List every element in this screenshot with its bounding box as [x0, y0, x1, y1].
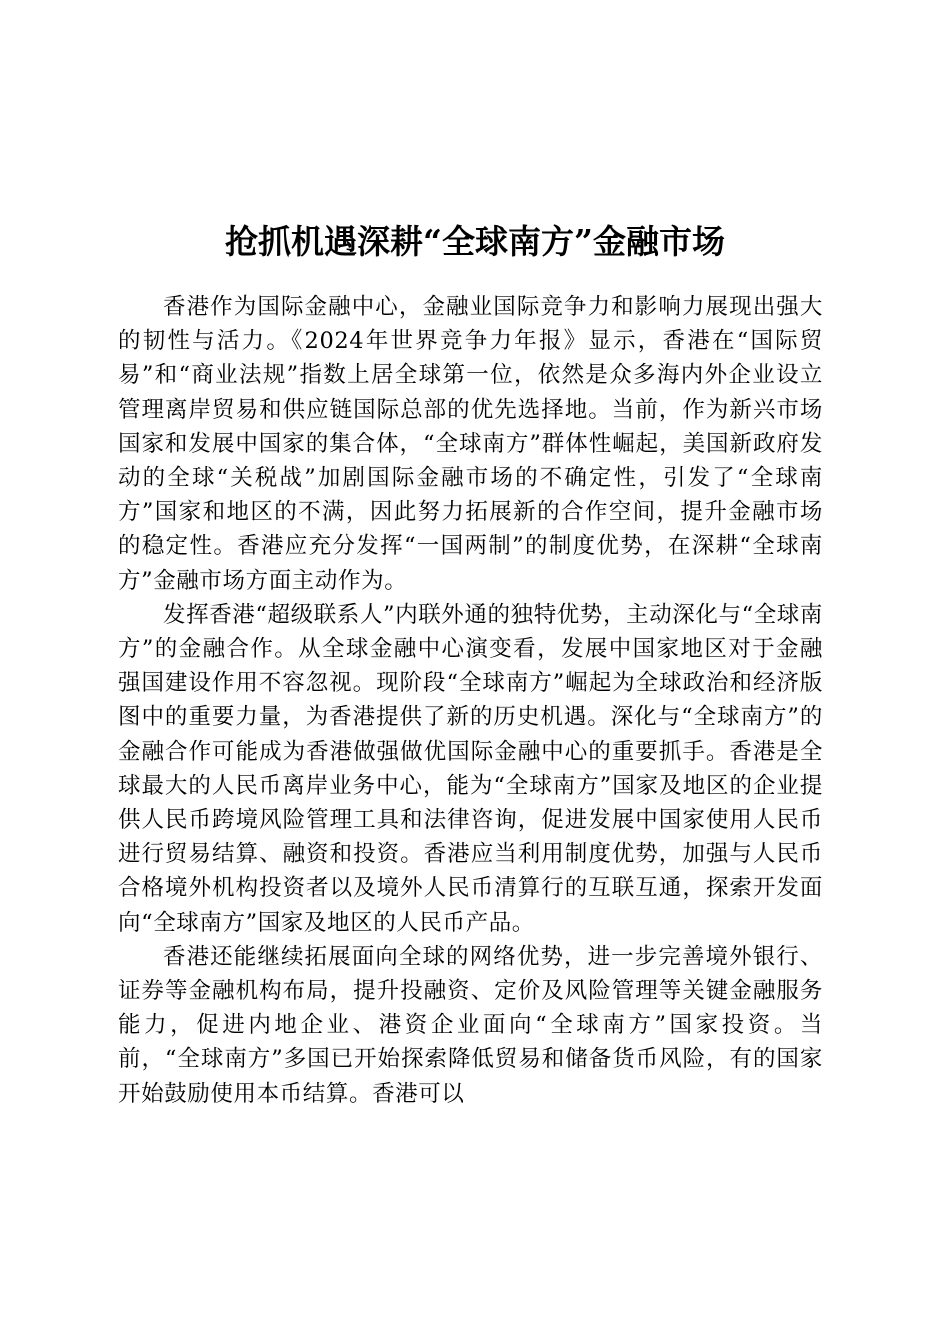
paragraph-2: 发挥香港“超级联系人”内联外通的独特优势，主动深化与“全球南方”的金融合作。从全球金融中心演变看，发展中国家地区对于金融强国建设作用不容忽视。现阶段“全球南方”崛起为全球政治和经济版图中的重要力量，为香港提供了新的历史机遇。深化与“全球南方”的金融合作可能成为香港做强做优国际金融中心的重要抓手。香港是全球最大的人民币离岸业务中心，能为“全球南方”国家及地区的企业提供人民币跨境风险管理工具和法律咨询，促进发展中国家使用人民币进行贸易结算、融资和投资。香港应当利用制度优势，加强与人民币合格境外机构投资者以及境外人民币清算行的互联互通，探索开发面向“全球南方”国家及地区的人民币产品。 [118, 601, 824, 936]
article-title: 抢抓机遇深耕“全球南方”金融市场 [225, 222, 725, 262]
paragraph-1: 香港作为国际金融中心，金融业国际竞争力和影响力展现出强大的韧性与活力。《2024年世界竞争力年报》显示，香港在“国际贸易”和“商业法规”指数上居全球第一位，依然是众多海内外企业设立管理离岸贸易和供应链国际总部的优先选择地。当前，作为新兴市场国家和发展中国家的集合体，“全球南方”群体性崛起，美国新政府发动的全球“关税战”加剧国际金融市场的不确定性，引发了“全球南方”国家和地区的不满，因此努力拓展新的合作空间，提升金融市场的稳定性。香港应充分发挥“一国两制”的制度优势，在深耕“全球南方”金融市场方面主动作为。 [118, 294, 823, 594]
paragraph-3: 香港还能继续拓展面向全球的网络优势，进一步完善境外银行、证券等金融机构布局，提升投融资、定价及风险管理等关键金融服务能力，促进内地企业、港资企业面向“全球南方”国家投资。当前，“全球南方”多国已开始探索降低贸易和储备货币风险，有的国家开始鼓励使用本币结算。香港可以 [118, 943, 823, 1107]
article-body [118, 290, 823, 1111]
